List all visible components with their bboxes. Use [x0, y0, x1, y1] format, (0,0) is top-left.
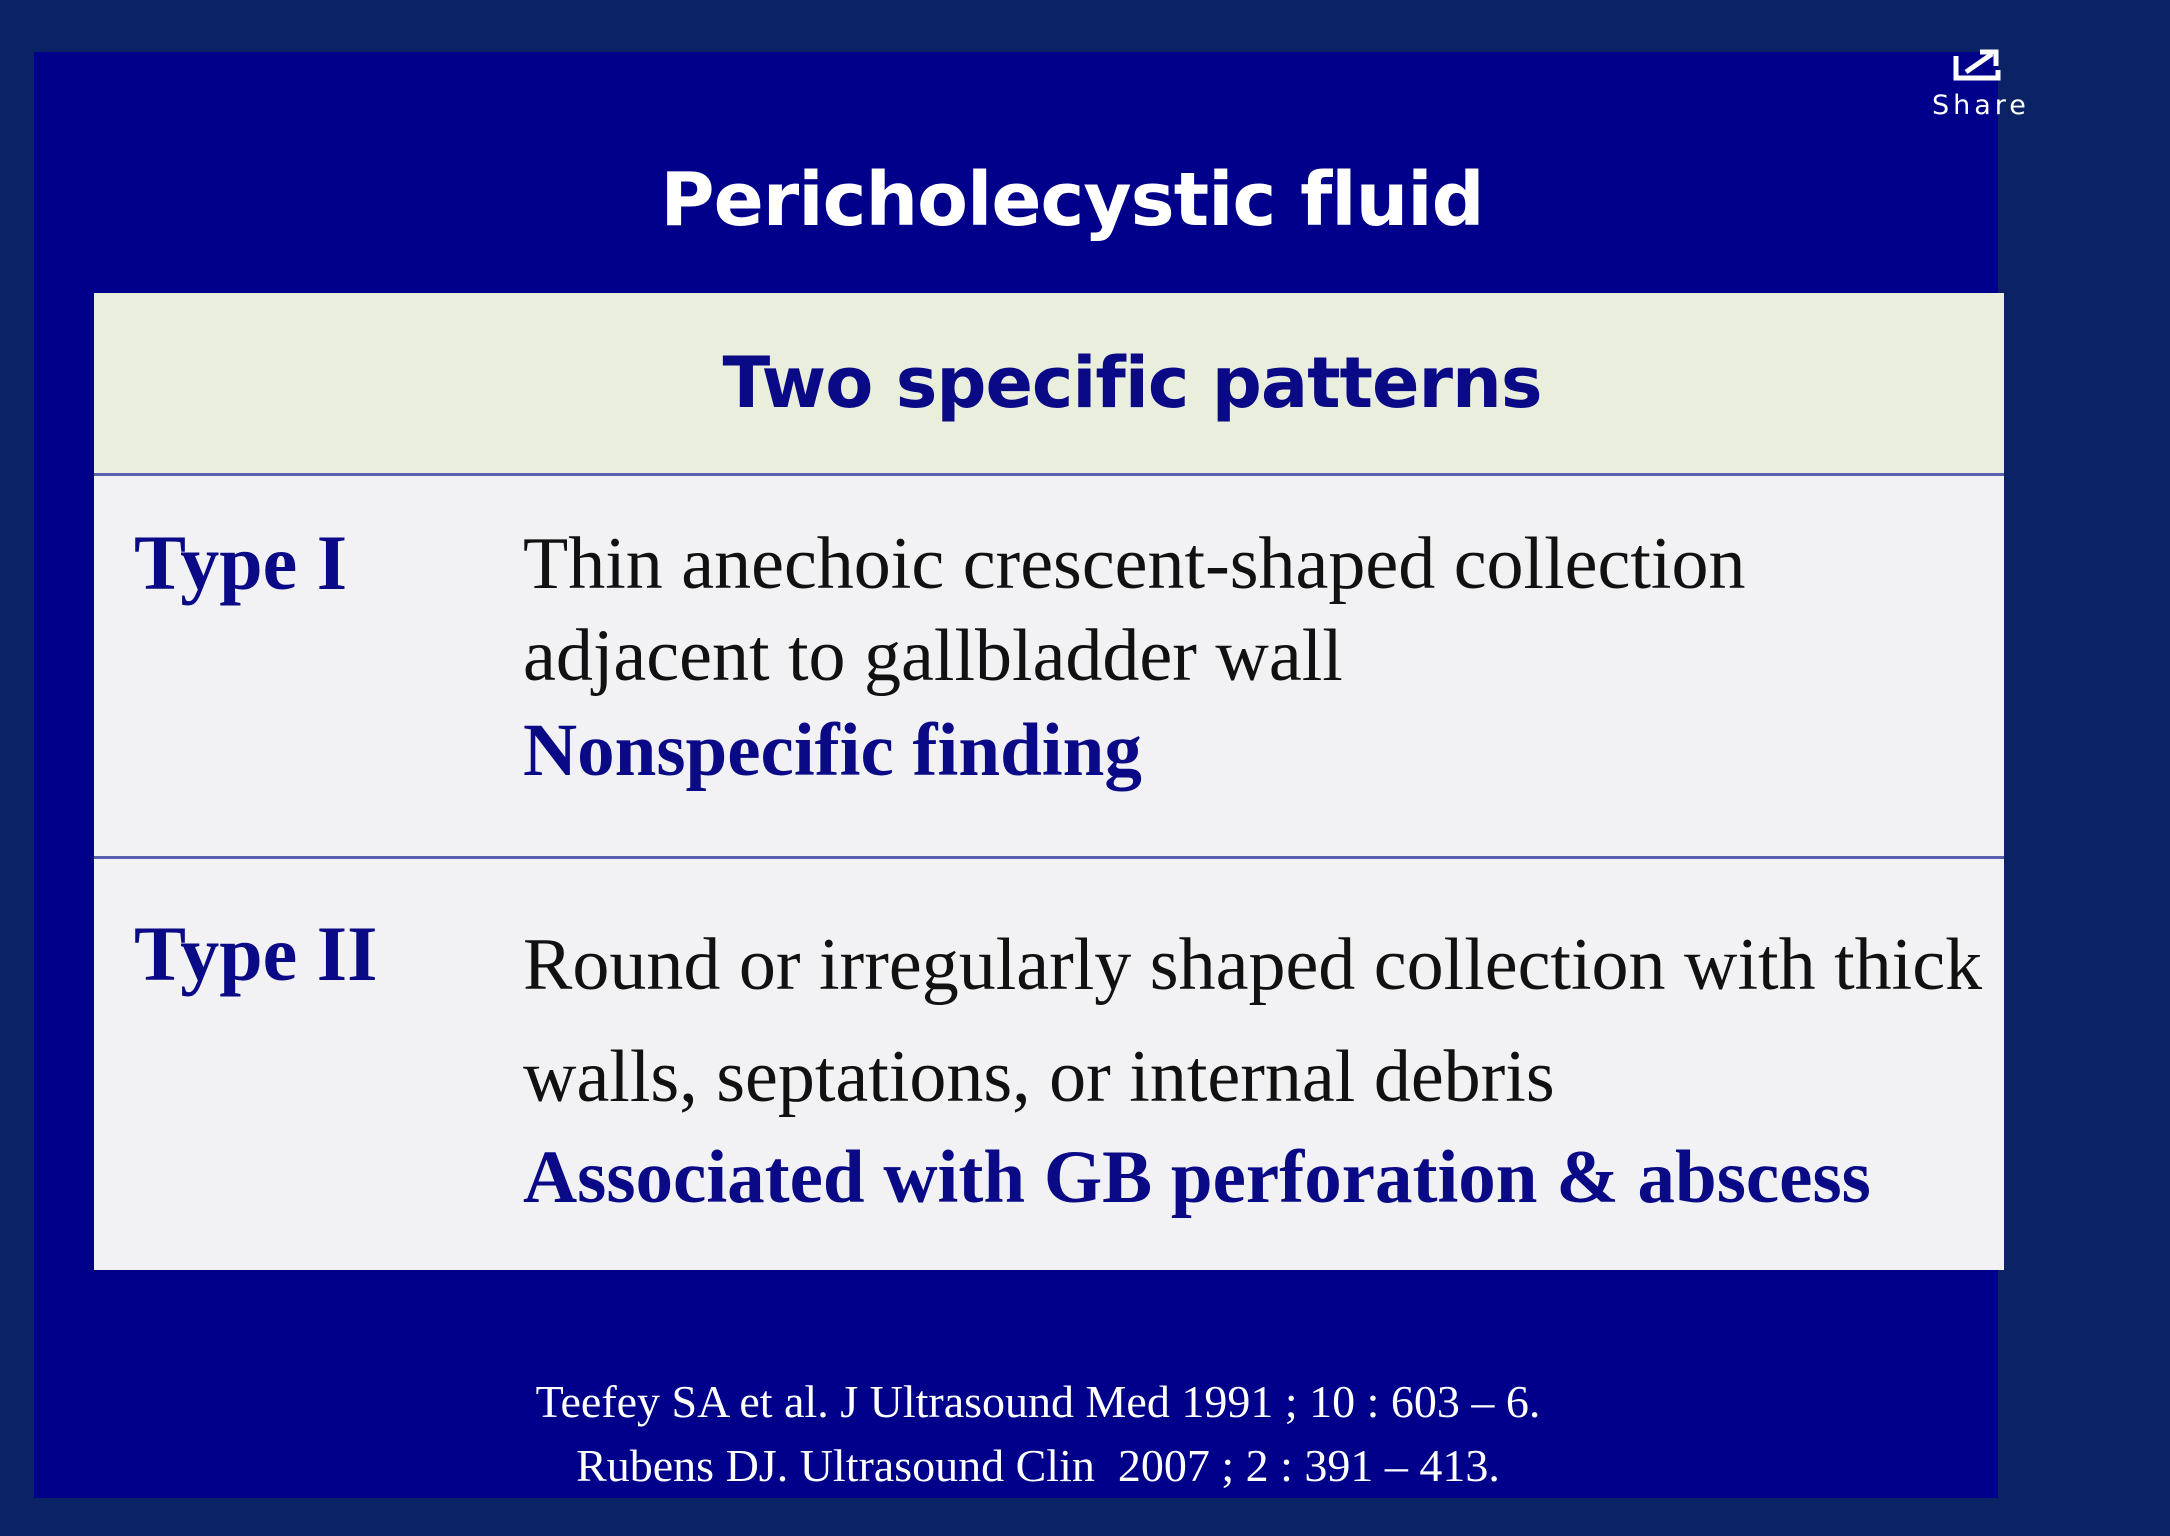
reference-line: Rubens DJ. Ultrasound Clin 2007 ; 2 : 391 – 413.	[576, 1440, 1500, 1491]
table-header-title: Two specific patterns	[722, 342, 1542, 424]
table-header	[94, 293, 2004, 476]
slide	[34, 52, 2030, 1498]
share-button[interactable]	[1896, 48, 2030, 138]
slide-title: Pericholecystic fluid	[660, 157, 1484, 243]
reference-line: Teefey SA et al. J Ultrasound Med 1991 ; 10 : 603 – 6.	[535, 1376, 1541, 1427]
type-finding: Nonspecific finding	[523, 709, 1142, 792]
type-label: Type II	[134, 910, 378, 997]
table-row	[94, 859, 2004, 1270]
type-description: Thin anechoic crescent-shaped collection adjacent to gallbladder wall	[523, 523, 1746, 697]
table-row	[94, 476, 2004, 859]
share-label: Share	[1932, 90, 2030, 121]
references	[34, 1370, 2042, 1498]
type-finding: Associated with GB perforation & abscess	[523, 1136, 1871, 1219]
type-description: Round or irregularly shaped collection with thick walls, septations, or internal debris	[523, 924, 1983, 1118]
patterns-table	[94, 293, 2004, 1270]
type-label: Type I	[134, 519, 348, 606]
share-icon	[1952, 48, 2004, 82]
